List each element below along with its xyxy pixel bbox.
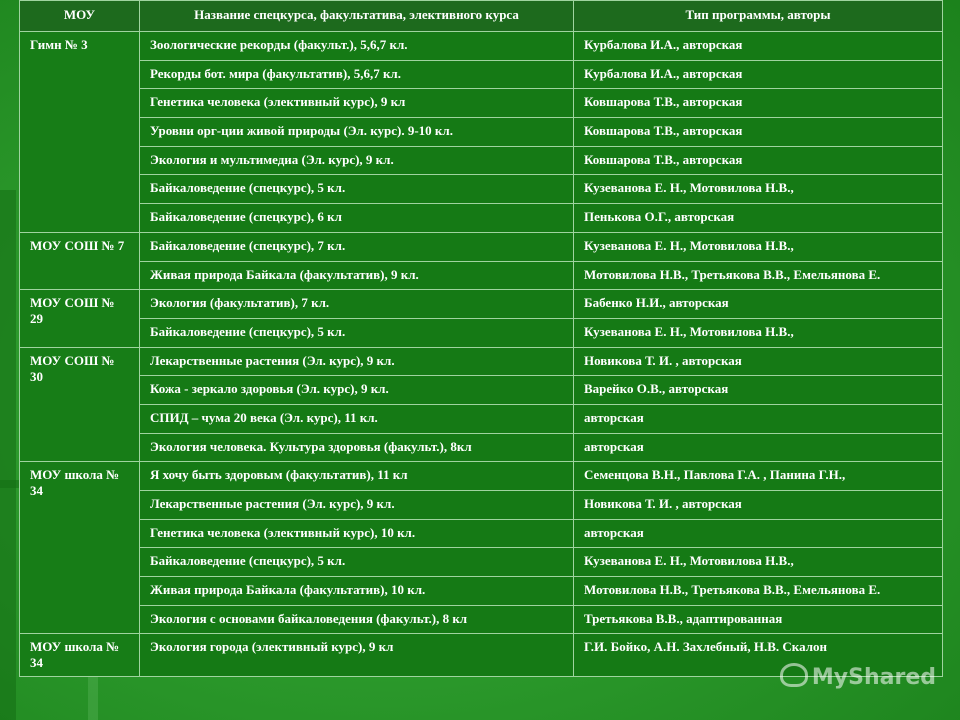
table-row [20,232,943,261]
course-cell: Байкаловедение (спецкурс), 5 кл. [140,175,574,204]
myshared-logo-icon [780,663,808,687]
program-cell: Мотовилова Н.В., Третьякова В.В., Емельянова Е. [574,577,943,606]
school-cell: Гимн № 3 [20,32,140,233]
program-cell: Ковшарова Т.В., авторская [574,118,943,147]
course-cell: Байкаловедение (спецкурс), 7 кл. [140,232,574,261]
table-row [20,577,943,606]
table-row [20,204,943,233]
table-row [20,261,943,290]
course-cell: Экология и мультимедиа (Эл. курс), 9 кл. [140,146,574,175]
program-cell: Семенцова В.Н., Павлова Г.А. , Панина Г.Н., [574,462,943,491]
table-row [20,89,943,118]
table-body [20,32,943,677]
program-cell: авторская [574,433,943,462]
school-cell: МОУ школа № 34 [20,634,140,677]
course-cell: Экология города (элективный курс), 9 кл [140,634,574,677]
course-cell: Экология (факультатив), 7 кл. [140,290,574,319]
watermark [780,663,936,690]
course-cell: Живая природа Байкала (факультатив), 9 кл. [140,261,574,290]
program-cell: Мотовилова Н.В., Третьякова В.В., Емельянова Е. [574,261,943,290]
school-cell: МОУ СОШ № 7 [20,232,140,289]
table-row [20,347,943,376]
course-cell: Байкаловедение (спецкурс), 5 кл. [140,318,574,347]
table-row [20,462,943,491]
table-row [20,376,943,405]
program-cell: Новикова Т. И. , авторская [574,347,943,376]
table-row [20,491,943,520]
program-cell: Новикова Т. И. , авторская [574,491,943,520]
program-cell: Кузеванова Е. Н., Мотовилова Н.В., [574,318,943,347]
program-cell: Третьякова В.В., адаптированная [574,605,943,634]
school-cell: МОУ СОШ № 29 [20,290,140,347]
course-cell: Уровни орг-ции живой природы (Эл. курс). 9-10 кл. [140,118,574,147]
table-header-row [20,1,943,32]
program-cell: авторская [574,519,943,548]
table-row [20,404,943,433]
program-cell: Кузеванова Е. Н., Мотовилова Н.В., [574,175,943,204]
course-cell: Генетика человека (элективный курс), 10 кл. [140,519,574,548]
program-cell: Варейко О.В., авторская [574,376,943,405]
course-cell: Байкаловедение (спецкурс), 5 кл. [140,548,574,577]
course-cell: Я хочу быть здоровым (факультатив), 11 кл [140,462,574,491]
table-row [20,175,943,204]
course-cell: Генетика человека (элективный курс), 9 кл [140,89,574,118]
course-cell: Экология с основами байкаловедения (факульт.), 8 кл [140,605,574,634]
program-cell: Г.И. Бойко, А.Н. Захлебный, Н.В. Скалон [574,634,943,677]
school-cell: МОУ СОШ № 30 [20,347,140,462]
course-cell: Байкаловедение (спецкурс), 6 кл [140,204,574,233]
header-mou: МОУ [20,1,140,32]
decor-stripe [0,190,16,720]
course-cell: Кожа - зеркало здоровья (Эл. курс), 9 кл. [140,376,574,405]
header-course: Название спецкурса, факультатива, элективного курса [140,1,574,32]
table-row [20,32,943,61]
table-row [20,60,943,89]
program-cell: Ковшарова Т.В., авторская [574,89,943,118]
course-cell: Живая природа Байкала (факультатив), 10 кл. [140,577,574,606]
program-cell: Курбалова И.А., авторская [574,32,943,61]
table-row [20,146,943,175]
table-row [20,290,943,319]
table-row [20,118,943,147]
table-row [20,519,943,548]
program-cell: Пенькова О.Г., авторская [574,204,943,233]
course-cell: Зоологические рекорды (факульт.), 5,6,7 кл. [140,32,574,61]
program-cell: Кузеванова Е. Н., Мотовилова Н.В., [574,548,943,577]
program-cell: Ковшарова Т.В., авторская [574,146,943,175]
program-cell: Курбалова И.А., авторская [574,60,943,89]
table-row [20,605,943,634]
watermark-text: MyShared [811,665,936,690]
table-row [20,318,943,347]
header-program: Тип программы, авторы [574,1,943,32]
school-cell: МОУ школа № 34 [20,462,140,634]
course-cell: Экология человека. Культура здоровья (факульт.), 8кл [140,433,574,462]
table-row [20,548,943,577]
course-cell: СПИД – чума 20 века (Эл. курс), 11 кл. [140,404,574,433]
courses-table [19,0,943,677]
course-cell: Рекорды бот. мира (факультатив), 5,6,7 кл. [140,60,574,89]
course-cell: Лекарственные растения (Эл. курс), 9 кл. [140,347,574,376]
course-cell: Лекарственные растения (Эл. курс), 9 кл. [140,491,574,520]
program-cell: Бабенко Н.И., авторская [574,290,943,319]
program-cell: авторская [574,404,943,433]
program-cell: Кузеванова Е. Н., Мотовилова Н.В., [574,232,943,261]
table-row [20,433,943,462]
